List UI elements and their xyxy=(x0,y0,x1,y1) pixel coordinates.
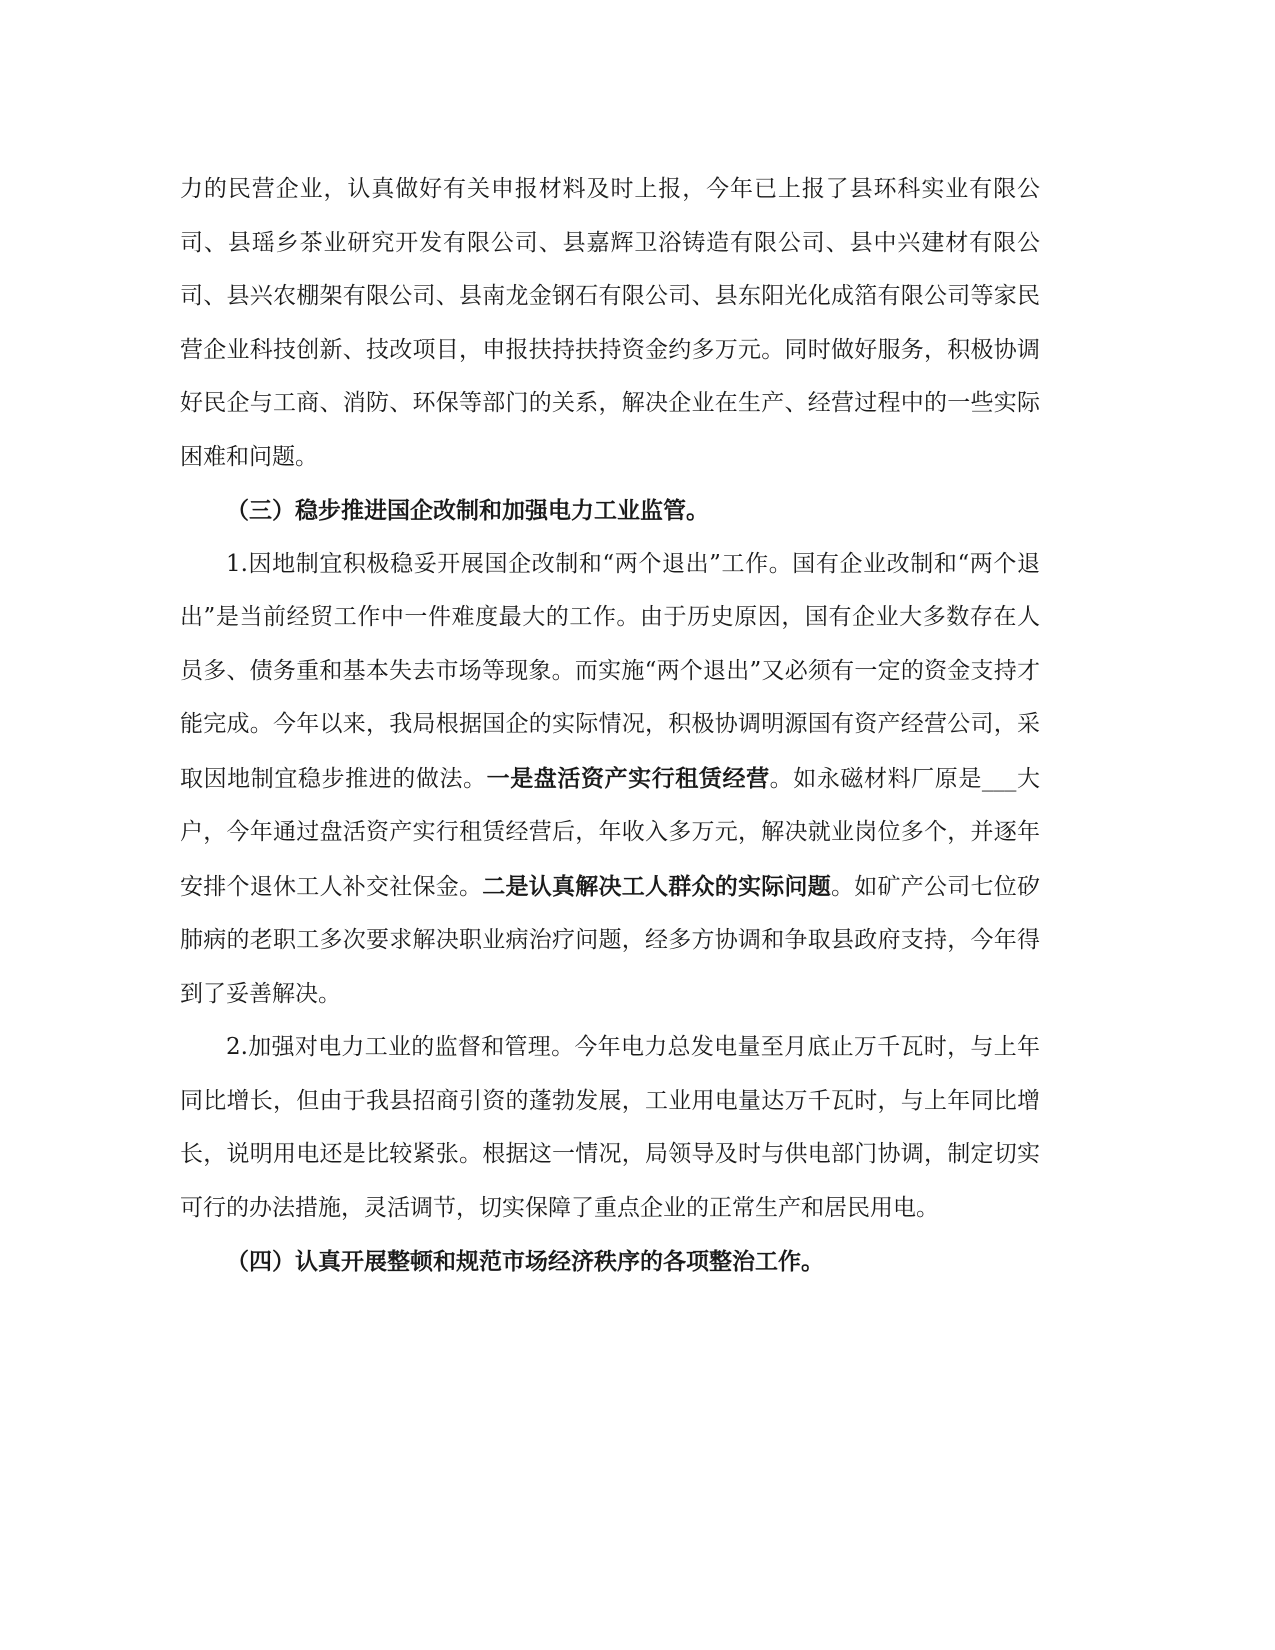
section-heading-4: （四）认真开展整顿和规范市场经济秩序的各项整治工作。 xyxy=(226,1248,824,1275)
paragraph-text: 。如永磁材料厂原是___大户，今年通过盘活资产实行租赁经营后，年收入多万元，解决就业岗位多个，并逐年安排个退休工人补交社保金。 xyxy=(180,765,1041,900)
paragraph-text: 1.因地制宜积极稳妥开展国企改制和“两个退出”工作。国有企业改制和“两个退出”是当前经贸工作中一件难度最大的工作。由于历史原因，国有企业大多数存在人员多、债务重和基本失去市场等现象。而实施“两个退出”又必须有一定的资金支持才能完成。今年以来，我局根据国企的实际情况，积极协调明源国有资产经营公司，采取因地制宜稳步推进的做法。 xyxy=(180,550,1040,792)
paragraph-power-supervision: 2.加强对电力工业的监督和管理。今年电力总发电量至月底止万千瓦时，与上年同比增长，但由于我县招商引资的蓬勃发展，工业用电量达万千瓦时，与上年同比增长，说明用电还是比较紧张。根据这一情况，局领导及时与供电部门协调，制定切实可行的办法措施，灵活调节，切实保障了重点企业的正常生产和居民用电。 xyxy=(180,1034,1040,1221)
bold-point-one: 一是盘活资产实行租赁经营 xyxy=(486,764,770,792)
bold-point-two: 二是认真解决工人群众的实际问题 xyxy=(482,872,831,900)
document-body xyxy=(180,163,1040,1289)
section-heading-3: （三）稳步推进国企改制和加强电力工业监管。 xyxy=(226,497,709,524)
paragraph-text: 。如矿产公司七位矽肺病的老职工多次要求解决职业病治疗问题，经多方协调和争取县政府支持，今年得到了妥善解决。 xyxy=(180,873,1040,1007)
paragraph-soe-reform xyxy=(180,538,1040,1022)
paragraph-private-enterprise-support: 力的民营企业，认真做好有关申报材料及时上报，今年已上报了县环科实业有限公司、县瑶乡茶业研究开发有限公司、县嘉辉卫浴铸造有限公司、县中兴建材有限公司、县兴农棚架有限公司、县南龙金钢石有限公司、县东阳光化成箔有限公司等家民营企业科技创新、技改项目，申报扶持扶持资金约多万元。同时做好服务，积极协调好民企与工商、消防、环保等部门的关系，解决企业在生产、经营过程中的一些实际困难和问题。 xyxy=(180,176,1040,470)
